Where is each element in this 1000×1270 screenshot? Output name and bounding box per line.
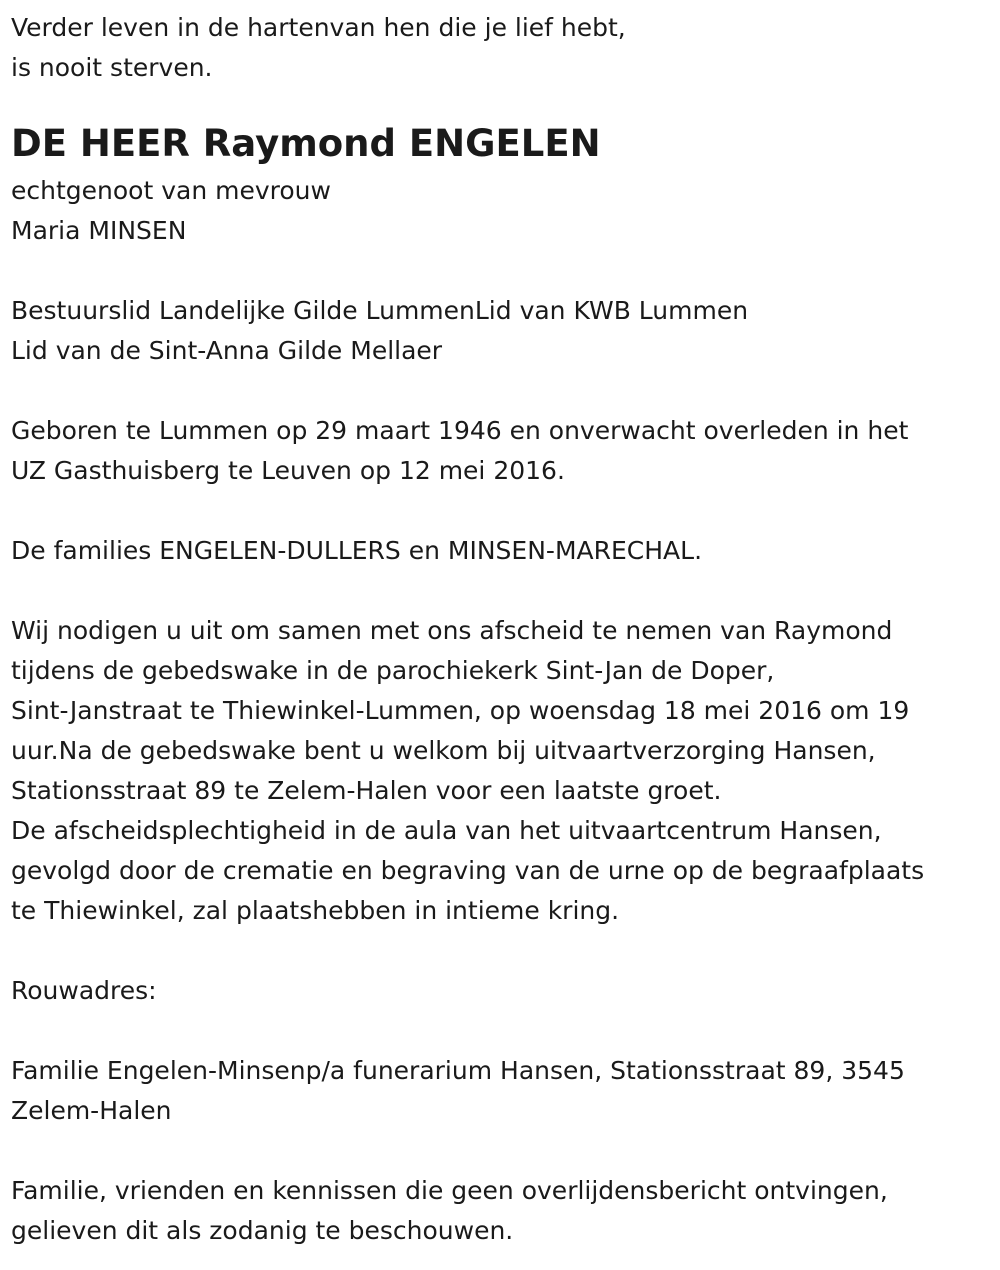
spouse-block <box>11 171 991 251</box>
birth-death-block <box>11 411 991 491</box>
death-notice <box>11 8 991 1251</box>
families-block <box>11 531 991 571</box>
ceremony-line-1: Wij nodigen u uit om samen met ons afscheid te nemen van Raymond <box>11 616 893 645</box>
mourning-address-line-2: Zelem-Halen <box>11 1096 172 1125</box>
families-line-1: De families ENGELEN-DULLERS en MINSEN-MARECHAL. <box>11 536 703 565</box>
poem-line-2: is nooit sterven. <box>11 53 213 82</box>
ceremony-line-7: gevolgd door de crematie en begraving van de urne op de begraafplaats <box>11 856 925 885</box>
ceremony-line-3: Sint-Janstraat te Thiewinkel-Lummen, op woensdag 18 mei 2016 om 19 <box>11 696 910 725</box>
mourning-address-block <box>11 1051 991 1131</box>
membership-line-2: Lid van de Sint-Anna Gilde Mellaer <box>11 336 443 365</box>
birth-death-line-1: Geboren te Lummen op 29 maart 1946 en onverwacht overleden in het <box>11 416 909 445</box>
closing-line-2: gelieven dit als zodanig te beschouwen. <box>11 1216 514 1245</box>
ceremony-line-5: Stationsstraat 89 te Zelem-Halen voor een laatste groet. <box>11 776 722 805</box>
deceased-name: DE HEER Raymond ENGELEN <box>11 122 601 165</box>
ceremony-line-4: uur.Na de gebedswake bent u welkom bij uitvaartverzorging Hansen, <box>11 736 876 765</box>
membership-line-1: Bestuurslid Landelijke Gilde LummenLid van KWB Lummen <box>11 296 749 325</box>
poem-line-1: Verder leven in de hartenvan hen die je lief hebt, <box>11 13 626 42</box>
ceremony-block <box>11 611 991 931</box>
memberships-block <box>11 291 991 371</box>
spouse-line-1: echtgenoot van mevrouw <box>11 176 331 205</box>
mourning-address-line-1: Familie Engelen-Minsenp/a funerarium Hansen, Stationsstraat 89, 3545 <box>11 1056 905 1085</box>
birth-death-line-2: UZ Gasthuisberg te Leuven op 12 mei 2016. <box>11 456 565 485</box>
ceremony-line-6: De afscheidsplechtigheid in de aula van het uitvaartcentrum Hansen, <box>11 816 882 845</box>
spouse-line-2: Maria MINSEN <box>11 216 187 245</box>
closing-line-1: Familie, vrienden en kennissen die geen overlijdensbericht ontvingen, <box>11 1176 888 1205</box>
ceremony-line-8: te Thiewinkel, zal plaatshebben in intieme kring. <box>11 896 620 925</box>
poem-block <box>11 8 991 88</box>
ceremony-line-2: tijdens de gebedswake in de parochiekerk Sint-Jan de Doper, <box>11 656 775 685</box>
mourning-label-block <box>11 971 991 1011</box>
mourning-label: Rouwadres: <box>11 976 157 1005</box>
closing-block <box>11 1171 991 1251</box>
